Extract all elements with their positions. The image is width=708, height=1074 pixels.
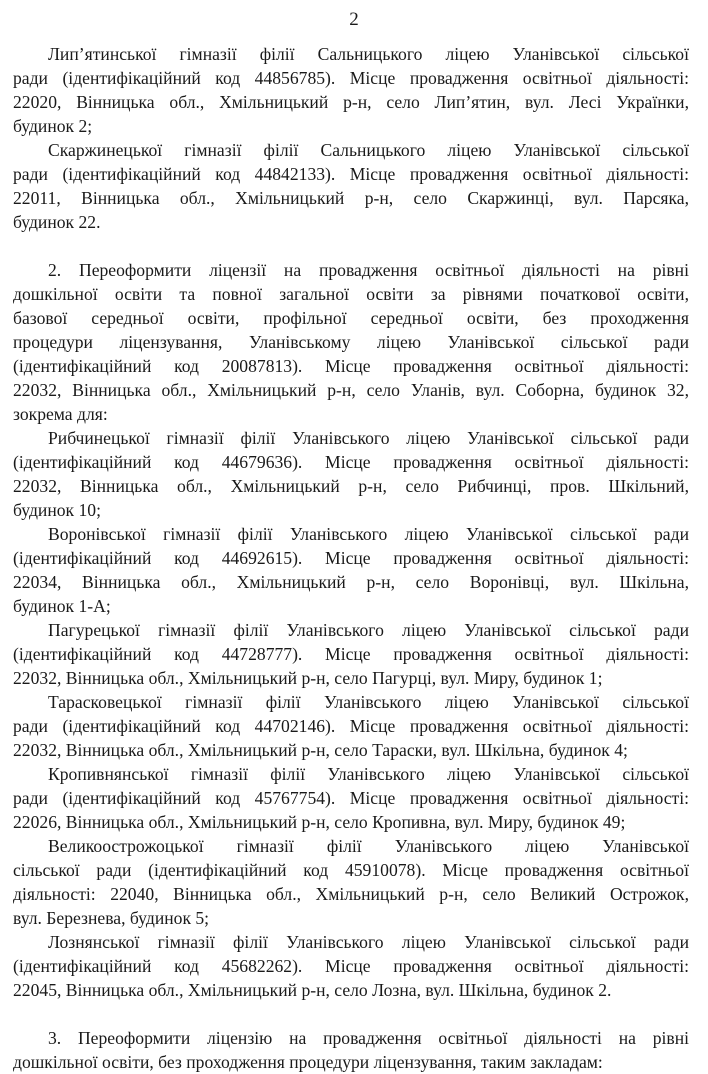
text-line: 3. Переоформити ліцензію на провадження освітньої діяльності на рівні: [48, 1028, 689, 1048]
paragraph: [13, 930, 689, 1002]
text-line: Великоострожоцької гімназії філії Уланівського ліцею Уланівської: [48, 836, 689, 856]
text-line: дошкільної освіти, без проходження процедури ліцензування, таким закладам:: [13, 1052, 603, 1072]
text-line: Скаржинецької гімназії філії Сальницького ліцею Уланівської сільської: [48, 140, 689, 160]
paragraph: [13, 522, 689, 618]
text-line: Рибчинецької гімназії філії Уланівського ліцею Уланівської сільської ради: [48, 428, 689, 448]
text-line: (ідентифікаційний код 44692615). Місце провадження освітньої діяльності:: [13, 548, 689, 568]
text-line: 22032, Вінницька обл., Хмільницький р-н, село Уланів, вул. Соборна, будинок 32,: [13, 380, 689, 400]
text-line: 22032, Вінницька обл., Хмільницький р-н, село Пагурці, вул. Миру, будинок 1;: [13, 668, 603, 688]
text-line: (ідентифікаційний код 44679636). Місце провадження освітньої діяльності:: [13, 452, 689, 472]
text-line: 22032, Вінницька обл., Хмільницький р-н, село Рибчинці, пров. Шкільний,: [13, 476, 689, 496]
text-line: 22034, Вінницька обл., Хмільницький р-н, село Воронівці, вул. Шкільна,: [13, 572, 689, 592]
text-line: 22026, Вінницька обл., Хмільницький р-н, село Кропивна, вул. Миру, будинок 49;: [13, 812, 626, 832]
paragraph: [13, 42, 689, 138]
text-line: ради (ідентифікаційний код 44856785). Місце провадження освітньої діяльності:: [13, 68, 689, 88]
text-line: дошкільної освіти та повної загальної освіти за рівнями початкової освіти,: [13, 284, 689, 304]
paragraph-gap: [13, 234, 689, 258]
text-line: ради (ідентифікаційний код 44702146). Місце провадження освітньої діяльності:: [13, 716, 689, 736]
text-line: процедури ліцензування, Уланівському ліцею Уланівської сільської ради: [13, 332, 689, 352]
text-line: Лип’ятинської гімназії філії Сальницького ліцею Уланівської сільської: [48, 44, 689, 64]
text-line: зокрема для:: [13, 404, 108, 424]
text-line: 22045, Вінницька обл., Хмільницький р-н, село Лозна, вул. Шкільна, будинок 2.: [13, 980, 612, 1000]
paragraph: [13, 426, 689, 522]
paragraph: [13, 834, 689, 930]
text-line: діяльності: 22040, Вінницька обл., Хмільницький р-н, село Великий Острожок,: [13, 884, 689, 904]
text-line: будинок 10;: [13, 500, 101, 520]
text-line: вул. Березнева, будинок 5;: [13, 908, 210, 928]
text-line: Лознянської гімназії філії Уланівського ліцею Уланівської сільської ради: [48, 932, 689, 952]
paragraph: [13, 762, 689, 834]
text-line: ради (ідентифікаційний код 45767754). Місце провадження освітньої діяльності:: [13, 788, 689, 808]
text-line: 22020, Вінницька обл., Хмільницький р-н, село Лип’ятин, вул. Лесі Українки,: [13, 92, 689, 112]
text-line: ради (ідентифікаційний код 44842133). Місце провадження освітньої діяльності:: [13, 164, 689, 184]
text-line: базової середньої освіти, профільної середньої освіти, без проходження: [13, 308, 689, 328]
text-line: 22011, Вінницька обл., Хмільницький р-н, село Скаржинці, вул. Парсяка,: [13, 188, 689, 208]
text-line: сільської ради (ідентифікаційний код 45910078). Місце провадження освітньої: [13, 860, 689, 880]
text-line: будинок 2;: [13, 116, 93, 136]
paragraph: [13, 258, 689, 426]
text-line: Тарасковецької гімназії філії Уланівського ліцею Уланівської сільської: [48, 692, 689, 712]
text-line: Кропивнянської гімназії філії Уланівського ліцею Уланівської сільської: [48, 764, 689, 784]
paragraph: [13, 618, 689, 690]
paragraph: [13, 690, 689, 762]
page-number: 2: [349, 9, 359, 30]
text-line: (ідентифікаційний код 44728777). Місце провадження освітньої діяльності:: [13, 644, 689, 664]
text-line: будинок 22.: [13, 212, 101, 232]
text-line: Воронівської гімназії філії Уланівського ліцею Уланівської сільської ради: [48, 524, 689, 544]
text-line: Пагурецької гімназії філії Уланівського ліцею Уланівської сільської ради: [48, 620, 689, 640]
text-line: будинок 1-А;: [13, 596, 111, 616]
paragraph-gap: [13, 1002, 689, 1026]
text-line: (ідентифікаційний код 45682262). Місце провадження освітньої діяльності:: [13, 956, 689, 976]
paragraph: [13, 1026, 689, 1074]
paragraph: [13, 138, 689, 234]
text-line: 2. Переоформити ліцензії на провадження освітньої діяльності на рівні: [48, 260, 689, 280]
text-line: 22032, Вінницька обл., Хмільницький р-н, село Тараски, вул. Шкільна, будинок 4;: [13, 740, 628, 760]
text-line: (ідентифікаційний код 20087813). Місце провадження освітньої діяльності:: [13, 356, 689, 376]
document-body: [13, 42, 689, 1074]
